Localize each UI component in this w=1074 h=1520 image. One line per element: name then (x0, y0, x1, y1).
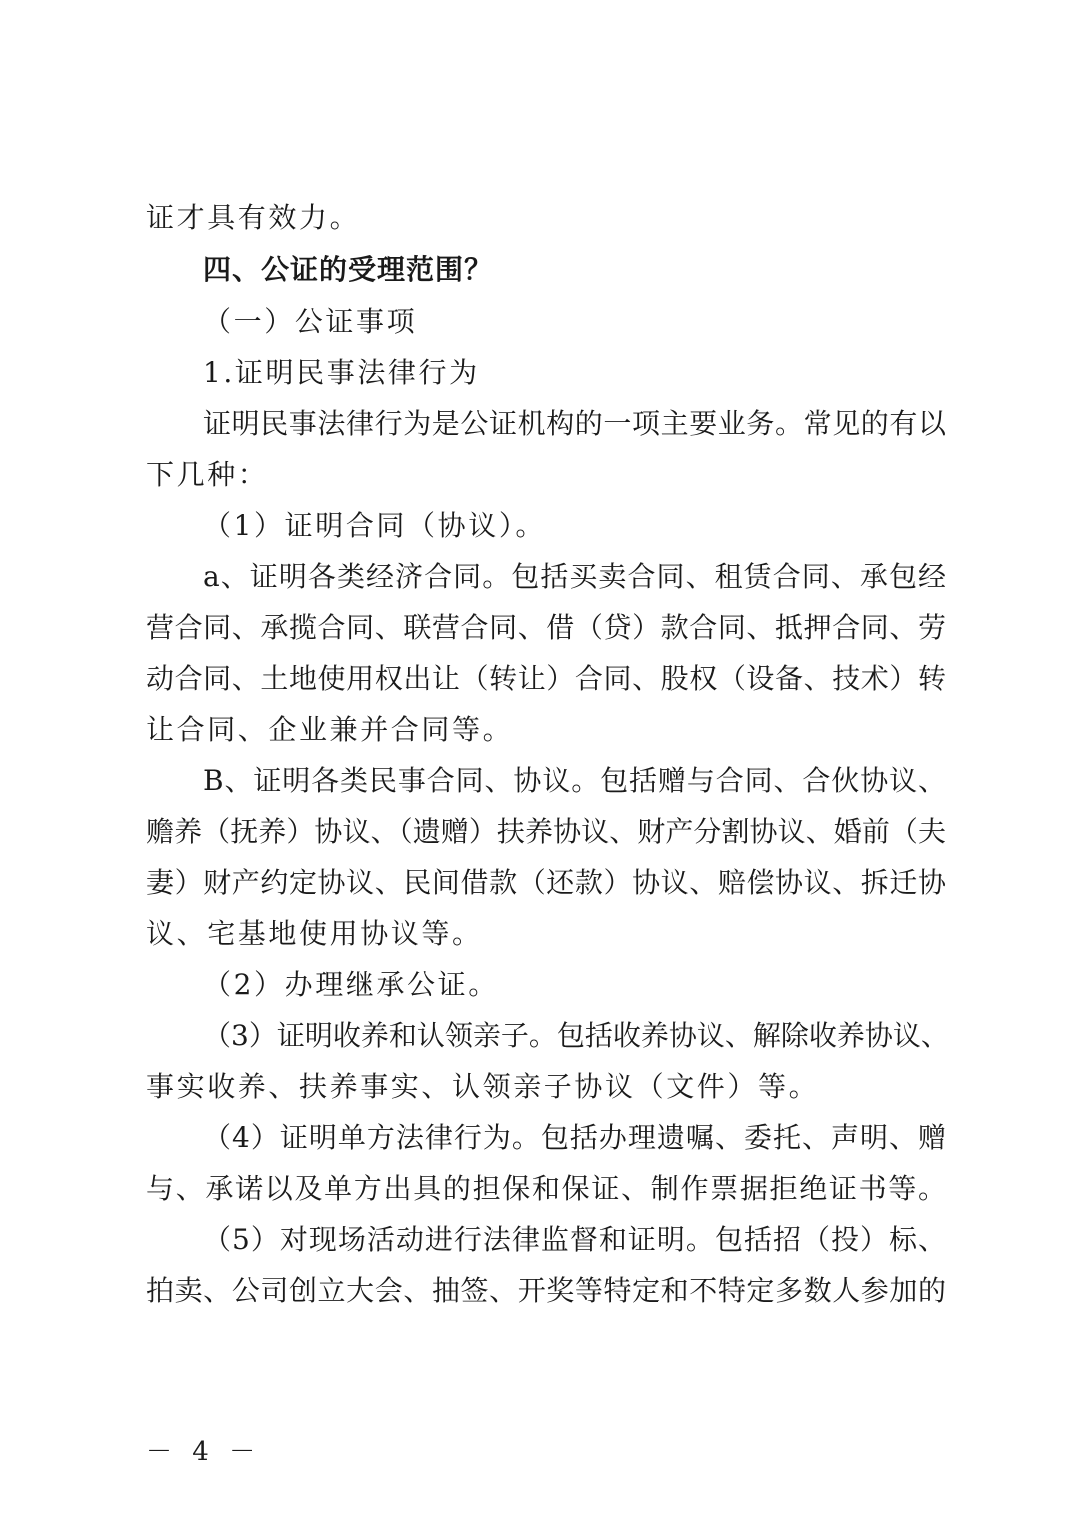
text-line-16: （2）办理继承公证。 (203, 968, 499, 1001)
text-line-18: 事实收养、扶养事实、认领亲子协议（文件）等。 (146, 1070, 820, 1103)
subsection-heading: （一）公证事项 (203, 305, 418, 338)
text-line-8: a、证明各类经济合同。包括买卖合同、租赁合同、承包经 (203, 560, 946, 593)
text-line-1: 证才具有效力。 (146, 201, 361, 234)
text-line-14: 妻）财产约定协议、民间借款（还款）协议、赔偿协议、拆迁协 (146, 866, 946, 899)
text-line-15: 议、宅基地使用协议等。 (146, 917, 483, 950)
text-line-17: （3）证明收养和认领亲子。包括收养协议、解除收养协议、 (203, 1019, 949, 1052)
text-line-20: 与、承诺以及单方出具的担保和保证、制作票据拒绝证书等。 (146, 1172, 946, 1205)
text-line-13: 赡养（抚养）协议、（遗赠）扶养协议、财产分割协议、婚前（夫 (146, 815, 946, 848)
text-line-21: （5）对现场活动进行法律监督和证明。包括招（投）标、 (203, 1223, 946, 1256)
item-heading: 1.证明民事法律行为 (203, 356, 480, 389)
text-line-6: 下几种： (146, 458, 269, 491)
text-line-7: （1）证明合同（协议）。 (203, 509, 547, 542)
text-line-9: 营合同、承揽合同、联营合同、借（贷）款合同、抵押合同、劳 (146, 611, 946, 644)
text-line-22: 拍卖、公司创立大会、抽签、开奖等特定和不特定多数人参加的 (146, 1274, 946, 1307)
text-line-11: 让合同、企业兼并合同等。 (146, 713, 514, 746)
page-number: － 4 － (146, 1437, 262, 1467)
text-line-12: B、证明各类民事合同、协议。包括赠与合同、合伙协议、 (203, 764, 946, 797)
text-line-19: （4）证明单方法律行为。包括办理遗嘱、委托、声明、赠 (203, 1121, 946, 1154)
text-line-5: 证明民事法律行为是公证机构的一项主要业务。常见的有以 (203, 407, 946, 440)
section-heading: 四、公证的受理范围？ (203, 253, 494, 286)
text-line-10: 动合同、土地使用权出让（转让）合同、股权（设备、技术）转 (146, 662, 946, 695)
